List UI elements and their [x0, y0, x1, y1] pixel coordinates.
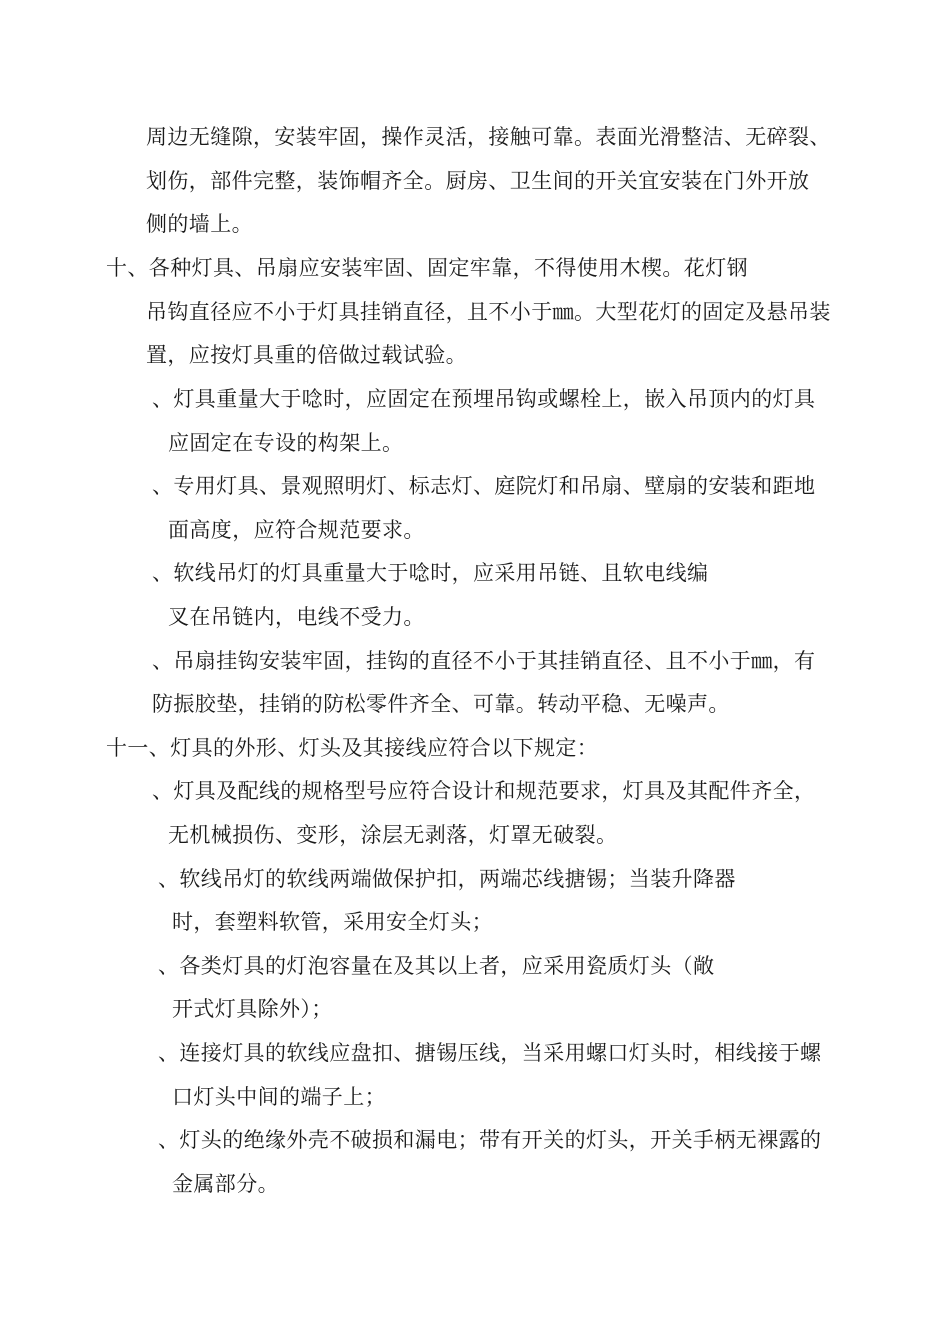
- text-line: 侧的墙上。: [146, 212, 253, 236]
- text-line: 应固定在专设的构架上。: [168, 431, 404, 455]
- list-item: 、专用灯具、景观照明灯、标志灯、庭院灯和吊扇、壁扇的安装和距地: [152, 474, 816, 498]
- text-line: 置，应按灯具重的倍做过载试验。: [146, 343, 467, 367]
- list-item: 、各类灯具的灯泡容量在及其以上者，应采用瓷质灯头（敞: [158, 954, 715, 978]
- list-item: 、灯具及配线的规格型号应符合设计和规范要求，灯具及其配件齐全，: [152, 779, 816, 803]
- text-line: 划伤，部件完整，装饰帽齐全。厨房、卫生间的开关宜安装在门外开放: [146, 169, 810, 193]
- text-line: 口灯头中间的端子上；: [172, 1085, 386, 1109]
- text-line: 金属部分。: [172, 1172, 279, 1196]
- list-item: 、灯头的绝缘外壳不破损和漏电；带有开关的灯头，开关手柄无裸露的: [158, 1128, 822, 1152]
- list-item: 、软线吊灯的灯具重量大于唸时，应采用吊链、且软电线编: [152, 561, 709, 585]
- list-item: 、软线吊灯的软线两端做保护扣，两端芯线搪锡；当装升降器: [158, 867, 736, 891]
- text-line: 无机械损伤、变形，涂层无剥落，灯罩无破裂。: [168, 823, 618, 847]
- text-line: 时，套塑料软管，采用安全灯头；: [172, 910, 493, 934]
- text-line: 开式灯具除外）；: [172, 997, 333, 1021]
- text-line: 防振胶垫，挂销的防松零件齐全、可靠。转动平稳、无噪声。: [152, 692, 730, 716]
- text-line: 叉在吊链内，电线不受力。: [168, 605, 425, 629]
- text-line: 吊钩直径应不小于灯具挂销直径，且不小于㎜。大型花灯的固定及悬吊装: [146, 300, 831, 324]
- list-item: 、吊扇挂钩安装牢固，挂钩的直径不小于其挂销直径、且不小于㎜，有: [152, 649, 816, 673]
- section-heading: 十一、灯具的外形、灯头及其接线应符合以下规定：: [106, 736, 599, 760]
- text-line: 周边无缝隙，安装牢固，操作灵活，接触可靠。表面光滑整洁、无碎裂、: [146, 125, 831, 149]
- list-item: 、灯具重量大于唸时，应固定在预埋吊钩或螺栓上，嵌入吊顶内的灯具: [152, 387, 816, 411]
- list-item: 、连接灯具的软线应盘扣、搪锡压线，当采用螺口灯头时，相线接于螺: [158, 1041, 822, 1065]
- text-line: 面高度，应符合规范要求。: [168, 518, 425, 542]
- section-heading: 十、各种灯具、吊扇应安装牢固、固定牢靠，不得使用木楔。花灯钢: [106, 256, 748, 280]
